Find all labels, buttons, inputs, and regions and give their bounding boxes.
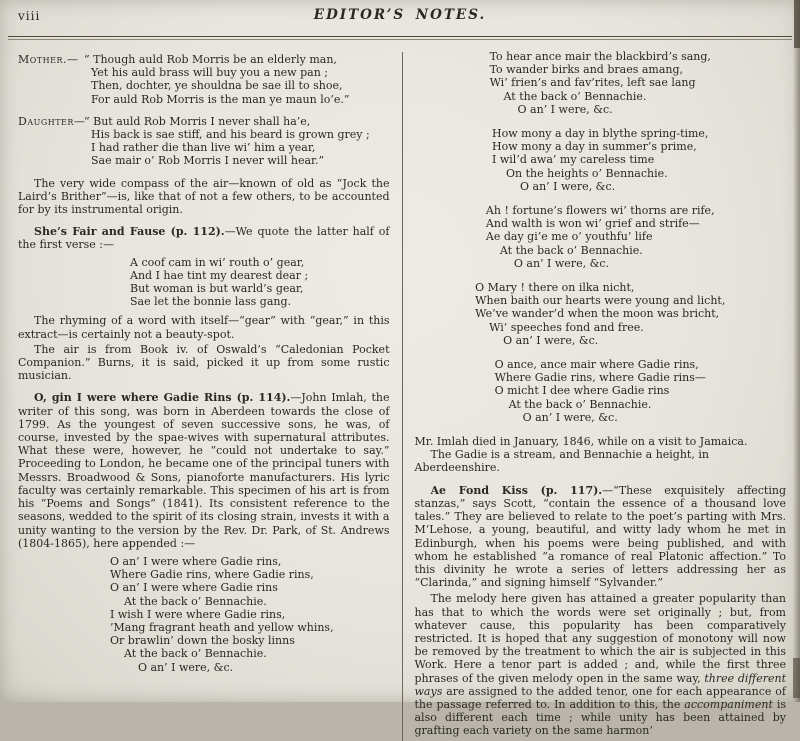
page-number: viii [18,9,41,23]
melody-text-1: The melody here given has attained a greater popularity than has that to which the words were set originally ; but, from whatever cause, this popularity has been comparatively restricted. It is hoped that any suggestion of monotony will now be removed by the treatment to which the air is subjected in this Work. Here a tenor part is added ; and, while the first three phrases of the given melody open in the same way, [414,592,786,685]
mother-label: Mother.— [18,53,79,66]
section-intro-text: —We quote the latter half of the first verse :— [18,225,390,252]
melody-italic-three-different-ways: three different ways [414,671,786,698]
ae-fond-kiss-text: —“These exquisitely affecting stanzas,” says Scott, “contain the essence of a thousand love tales.” They are believed to relate to the poet’s parting with Mrs. M‘Lehose, a young, beautiful, and witty lady whom he met in Edinburgh, when his poems were being published, and with whom he established “a romance of real Platonic affection.” To this divinity he wrote a series of letters addressing her as “Clarinda,” and signing himself “Sylvander.” [414,483,786,590]
section-heading-paragraph [18,225,390,251]
heading-ae-fond-kiss: Ae Fond Kiss (p. 117). [430,483,603,497]
melody-italic-accompaniment: accompaniment [684,697,773,711]
verse-gadie-first: O an’ I were where Gadie rins, Where Gadie rins, where Gadie rins, O an’ I were where Gadie rins At the back o’ Bennachie. I wish I were where Gadie rins, ’Mang fragrant heath and yellow whins, Or brawlin’ down the bosky linns At the back o’ Bennachie. O an’ I were, &c. [110,554,334,674]
page-header [0,0,800,33]
imlah-bio-text: —John Imlah, the writer of this song, was born in Aberdeen towards the close of 1799. As the youngest of seven successive sons, he was, of course, invested by the spae-wives with supernatural attributes. What these were, however, he “could not undertake to say.” Proceeding to London, he became one of the principal tuners with Messrs. Broadwood & Sons, pianoforte manufacturers. His lyric faculty was certainly remarkable. This specimen of his art is from his “Poems and Songs” (1841). Its consistent reference to the seasons, wedded to the spirit of its closing strain, invests it with a unity wanting to the version by the Rev. Dr. Park, of St. Andrews (1804-1865), here appended :— [18,391,390,550]
paragraph-melody [415,592,787,737]
paragraph-ae-fond-kiss [415,484,787,590]
verse-shes-fair: A coof cam in wi’ routh o’ gear, And I hae tint my dearest dear ; But woman is but warld’s gear, Sae let the bonnie lass gang. [130,255,309,309]
scan-edge-shadow [793,0,800,702]
stanza-spring-time: How mony a day in blythe spring-time, How mony a day in summer’s prime, I wil’d awa’ my careless time On the heights o’ Bennachie. O an’ I were, &c. [492,127,709,193]
daughter-speech [18,115,390,168]
melody-text-3: is also different each time ; while unity has been attained by grafting each variety on the same harmon’ [414,697,786,738]
paragraph-imlah-bio [18,391,390,549]
mother-speech [18,53,390,106]
right-column [403,50,787,741]
note-imlah-death: Mr. Imlah died in January, 1846, while on a visit to Jamaica. [414,435,748,449]
stanza-blackbird: To hear ance mair the blackbird’s sang, To wander birks and braes amang, Wi’ frien’s and fav’rites, left sae lang At the back o’ Bennachie. O an’ I were, &c. [489,50,711,116]
daughter-verse: “ But auld Rob Morris I never shall ha’e, His back is sae stiff, and his beard is grown grey ; I had rather die than live wi’ him a year, Sae mair o’ Rob Morris I never will hear.” [84,114,370,168]
paragraph-rhyming: The rhyming of a word with itself—“gear” with “gear,” in this extract—is certainly not a beauty-spot. [18,314,390,341]
two-column-body [0,40,800,741]
scan-artifact-bottom-right [793,658,800,698]
section-shes-fair-and-fause [18,225,390,382]
melody-text-2: are assigned to the added tenor, one for each appearance of the passage referred to. In addition to this, the [414,684,786,711]
left-column [18,50,402,741]
page-title: EDITOR’S NOTES. [313,7,487,23]
daughter-label: Daughter— [18,114,86,128]
heading-o-gin-i-were: O, gin I were where Gadie Rins (p. 114). [34,391,291,405]
section-ae-fond-kiss [415,484,787,738]
stanza-o-mary: O Mary ! there on ilka nicht, When baith our hearts were young and licht, We’ve wander’d when the moon was bricht, Wi’ speeches fond and free. O an’ I were, &c. [475,281,726,347]
note-gadie-stream: The Gadie is a stream, and Bennachie a height, in Aberdeenshire. [414,448,709,475]
section-o-gin-i-were [18,391,390,673]
paragraph-air-compass: The very wide compass of the air—known of old as “Jock the Laird’s Brither”—is, like that of not a few others, to be accounted for by its instrumental origin. [18,176,390,217]
stanza-ance-mair: O ance, ance mair where Gadie rins, Where Gadie rins, where Gadie rins— O micht I dee where Gadie rins At the back o’ Bennachie. O an’ I were, &c. [494,358,706,424]
mother-verse: “ Though auld Rob Morris be an elderly man, Yet his auld brass will buy you a new pan ; Then, dochter, ye shouldna be sae ill to shoe, For auld Rob Morris is the man ye maun lo’e.” [84,53,350,106]
stanza-fortunes-flowers: Ah ! fortune’s flowers wi’ thorns are rife, And walth is won wi’ grief and strife— Ae day gi’e me o’ youthfu’ life At the back o’ Bennachie. O an’ I were, &c. [485,204,715,270]
paragraph-air-source: The air is from Book iv. of Oswald’s “Caledonian Pocket Companion.” Burns, it is said, picked it up from some rustic musician. [18,342,390,383]
heading-shes-fair-and-fause: She’s Fair and Fause (p. 112). [34,225,225,239]
